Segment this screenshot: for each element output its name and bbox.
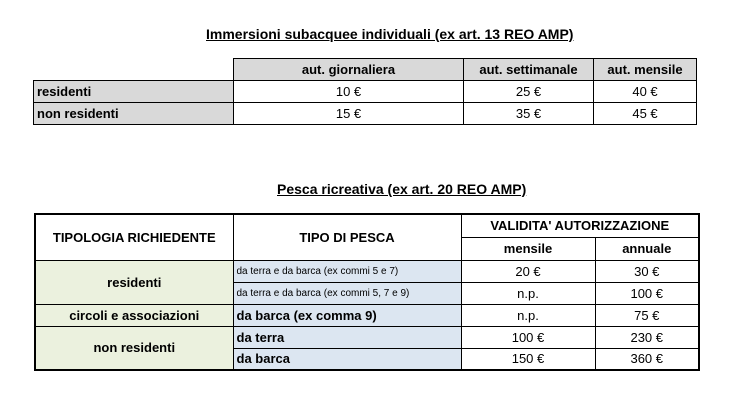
fee-cell: 150 €	[461, 348, 595, 370]
empty-corner-cell	[34, 59, 234, 81]
group-label-clubs: circoli e associazioni	[35, 304, 233, 326]
fishing-type-cell: da barca (ex comma 9)	[233, 304, 461, 326]
fee-cell: n.p.	[461, 282, 595, 304]
fee-cell: 360 €	[595, 348, 699, 370]
table-row	[34, 81, 697, 103]
fee-cell: 15 €	[234, 103, 464, 125]
fee-cell: 100 €	[461, 326, 595, 348]
row-label-residents: residenti	[34, 81, 234, 103]
fee-cell: 100 €	[595, 282, 699, 304]
fee-cell: 75 €	[595, 304, 699, 326]
col-header-weekly: aut. settimanale	[464, 59, 594, 81]
col-header-monthly: aut. mensile	[594, 59, 697, 81]
col-header-daily: aut. giornaliera	[234, 59, 464, 81]
fishing-type-cell: da terra e da barca (ex commi 5, 7 e 9)	[233, 282, 461, 304]
table-row	[34, 103, 697, 125]
group-label-residents: residenti	[35, 260, 233, 304]
fee-cell: 230 €	[595, 326, 699, 348]
fee-cell: 40 €	[594, 81, 697, 103]
table-row	[35, 304, 699, 326]
table-header-row	[34, 59, 697, 81]
col-header-applicant-type: TIPOLOGIA RICHIEDENTE	[35, 214, 233, 260]
group-label-non-residents: non residenti	[35, 326, 233, 370]
fishing-type-cell: da terra	[233, 326, 461, 348]
row-label-non-residents: non residenti	[34, 103, 234, 125]
fee-cell: n.p.	[461, 304, 595, 326]
diving-fees-table	[33, 58, 697, 125]
col-header-fishing-type: TIPO DI PESCA	[233, 214, 461, 260]
fee-cell: 35 €	[464, 103, 594, 125]
fee-cell: 20 €	[461, 260, 595, 282]
fishing-type-cell: da terra e da barca (ex commi 5 e 7)	[233, 260, 461, 282]
col-header-yearly: annuale	[595, 237, 699, 260]
table-row	[35, 260, 699, 282]
diving-section-title: Immersioni subacquee individuali (ex art. 13 REO AMP)	[206, 26, 574, 42]
fishing-type-cell: da barca	[233, 348, 461, 370]
fee-cell: 30 €	[595, 260, 699, 282]
col-header-validity: VALIDITA' AUTORIZZAZIONE	[461, 214, 699, 237]
fishing-fees-table	[34, 213, 700, 371]
col-header-monthly: mensile	[461, 237, 595, 260]
fee-cell: 45 €	[594, 103, 697, 125]
fishing-section-title: Pesca ricreativa (ex art. 20 REO AMP)	[277, 181, 527, 197]
fee-cell: 10 €	[234, 81, 464, 103]
table-header-row	[35, 214, 699, 237]
table-row	[35, 326, 699, 348]
fee-cell: 25 €	[464, 81, 594, 103]
